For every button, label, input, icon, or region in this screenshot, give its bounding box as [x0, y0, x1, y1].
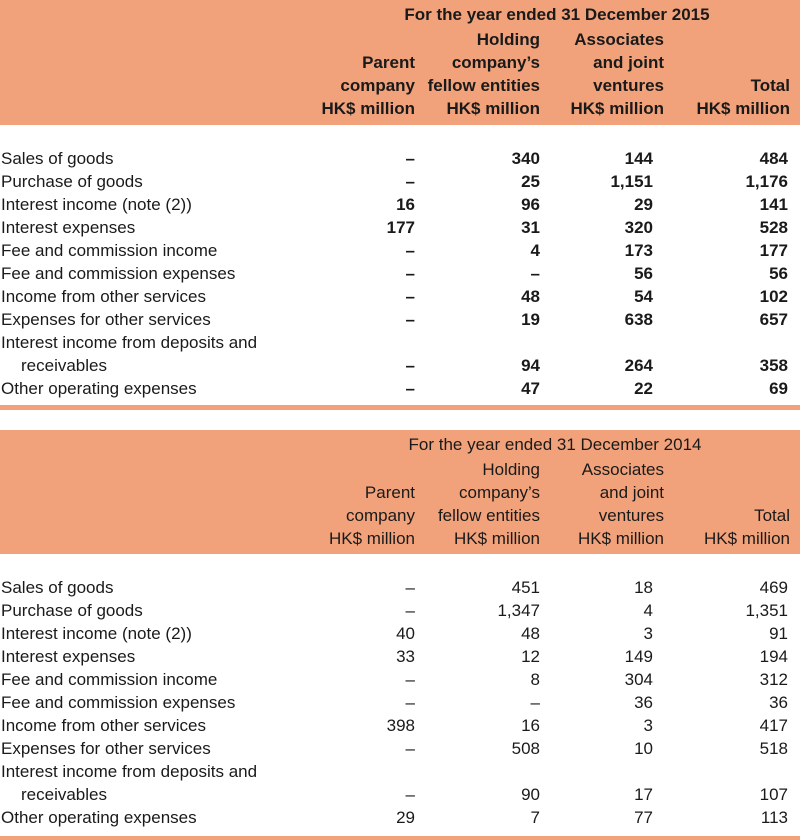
cell-value: 17 [634, 785, 653, 804]
row-label-text-cont: receivables [21, 785, 107, 804]
table-row [0, 147, 800, 170]
cell-value: – [405, 693, 415, 712]
cell-value: 3 [643, 624, 653, 643]
cell-value: 3 [643, 716, 653, 735]
row-label-text: Expenses for other services [1, 739, 211, 758]
cell-value: – [405, 739, 415, 758]
cell-value: – [405, 149, 415, 168]
table-row [0, 599, 800, 622]
row-label [1, 806, 197, 829]
table-row [0, 691, 800, 714]
cell-value: 1,347 [497, 601, 540, 620]
table-row [0, 622, 800, 645]
row-label-text: Interest expenses [1, 647, 136, 666]
cell-value: 469 [759, 578, 788, 597]
row-label [1, 147, 113, 170]
table-row [0, 668, 800, 691]
column-header-total: Total HK$ million [704, 506, 790, 548]
table-bottom-rule [0, 405, 800, 410]
cell-value: – [405, 670, 415, 689]
table-body [0, 125, 800, 400]
table-body [0, 554, 800, 829]
table-row [0, 262, 800, 285]
table-row [0, 308, 800, 331]
cell-value: 29 [396, 808, 415, 827]
row-label [1, 645, 135, 668]
column-header-parent: Parent company HK$ million [329, 483, 415, 548]
row-label-text-cont: receivables [21, 356, 107, 375]
cell-value: 340 [511, 149, 540, 168]
table-2015 [0, 0, 800, 400]
row-label [1, 760, 257, 806]
row-label [1, 170, 143, 193]
cell-value: 77 [634, 808, 653, 827]
cell-value: 417 [759, 716, 788, 735]
row-label [1, 622, 192, 645]
row-label [1, 216, 135, 239]
cell-value: 36 [634, 693, 653, 712]
cell-value: 173 [624, 241, 653, 260]
cell-value: – [530, 693, 540, 712]
cell-value: 25 [521, 172, 540, 191]
cell-value: 94 [521, 356, 540, 375]
table-row [0, 216, 800, 239]
row-label [1, 331, 257, 377]
row-label-text: Fee and commission income [1, 241, 218, 260]
cell-value: 54 [634, 287, 653, 306]
column-header-fellow: Holding company’s fellow entities HK$ million [427, 30, 540, 118]
cell-value: 33 [396, 647, 415, 666]
cell-value: 31 [521, 218, 540, 237]
row-label-text: Income from other services [1, 716, 207, 735]
cell-value: 1,151 [610, 172, 653, 191]
cell-value: 16 [521, 716, 540, 735]
cell-value: 47 [521, 379, 540, 398]
cell-value: 113 [760, 808, 788, 827]
cell-value: 4 [530, 241, 540, 260]
table-row [0, 331, 800, 377]
cell-value: 36 [769, 693, 788, 712]
cell-value: – [405, 785, 415, 804]
cell-value: – [405, 287, 415, 306]
cell-value: 69 [769, 379, 788, 398]
column-header-associates: Associates and joint ventures HK$ million [570, 30, 664, 118]
cell-value: 107 [759, 785, 788, 804]
table-row [0, 377, 800, 400]
row-label [1, 576, 113, 599]
row-label [1, 193, 192, 216]
row-label [1, 285, 206, 308]
table-2014 [0, 430, 800, 829]
cell-value: 177 [386, 218, 415, 237]
row-label-text: Purchase of goods [1, 601, 143, 620]
cell-value: – [405, 172, 415, 191]
table-header [0, 0, 800, 125]
cell-value: 398 [386, 716, 415, 735]
cell-value: 144 [624, 149, 653, 168]
row-label-text: Other operating expenses [1, 808, 197, 827]
cell-value: – [405, 356, 415, 375]
row-label-text: Fee and commission expenses [1, 693, 236, 712]
cell-value: – [405, 379, 415, 398]
cell-value: 56 [769, 264, 788, 283]
cell-value: 96 [521, 195, 540, 214]
row-label [1, 599, 143, 622]
cell-value: 16 [396, 195, 415, 214]
cell-value: 56 [634, 264, 653, 283]
cell-value: 508 [511, 739, 540, 758]
cell-value: 4 [643, 601, 653, 620]
cell-value: 358 [759, 356, 788, 375]
cell-value: 90 [521, 785, 540, 804]
cell-value: 518 [759, 739, 788, 758]
row-label-text: Fee and commission income [1, 670, 218, 689]
row-label-text: Interest income (note (2)) [1, 624, 192, 643]
row-label [1, 714, 206, 737]
cell-value: 320 [624, 218, 653, 237]
row-label [1, 308, 211, 331]
table-bottom-rule [0, 836, 800, 840]
cell-value: 29 [634, 195, 653, 214]
cell-value: 22 [634, 379, 653, 398]
cell-value: 7 [530, 808, 540, 827]
cell-value: 1,176 [745, 172, 788, 191]
table-row [0, 239, 800, 262]
row-label [1, 668, 217, 691]
row-label [1, 377, 197, 400]
cell-value: – [405, 241, 415, 260]
cell-value: 19 [521, 310, 540, 329]
row-label-text: Fee and commission expenses [1, 264, 236, 283]
row-label-text: Expenses for other services [1, 310, 211, 329]
table-row [0, 806, 800, 829]
column-header-total: Total HK$ million [696, 76, 790, 118]
cell-value: 177 [759, 241, 788, 260]
cell-value: 149 [624, 647, 653, 666]
cell-value: 141 [759, 195, 788, 214]
table-row [0, 737, 800, 760]
cell-value: 102 [759, 287, 788, 306]
cell-value: 18 [634, 578, 653, 597]
cell-value: 48 [521, 287, 540, 306]
cell-value: 10 [634, 739, 653, 758]
row-label-text: Interest income from deposits and [1, 762, 258, 781]
table-row [0, 714, 800, 737]
row-label [1, 737, 211, 760]
column-header-associates: Associates and joint ventures HK$ million [578, 460, 664, 548]
cell-value: 91 [769, 624, 788, 643]
row-label-text: Sales of goods [1, 578, 114, 597]
row-label-text: Interest income (note (2)) [1, 195, 192, 214]
cell-value: 48 [521, 624, 540, 643]
cell-value: 657 [759, 310, 788, 329]
table-row [0, 645, 800, 668]
cell-value: 12 [521, 647, 540, 666]
table-row [0, 576, 800, 599]
table-row [0, 760, 800, 806]
cell-value: 484 [759, 149, 788, 168]
row-label-text: Income from other services [1, 287, 207, 306]
cell-value: 312 [759, 670, 788, 689]
cell-value: 638 [624, 310, 653, 329]
period-title: For the year ended 31 December 2015 [404, 5, 710, 24]
table-row [0, 170, 800, 193]
cell-value: – [405, 264, 415, 283]
cell-value: 528 [759, 218, 788, 237]
period-title: For the year ended 31 December 2014 [408, 435, 702, 454]
row-label-text: Sales of goods [1, 149, 114, 168]
row-label [1, 239, 217, 262]
cell-value: – [405, 578, 415, 597]
cell-value: 451 [511, 578, 540, 597]
cell-value: 8 [530, 670, 540, 689]
column-header-fellow: Holding company’s fellow entities HK$ million [437, 460, 540, 548]
cell-value: – [530, 264, 540, 283]
row-label-text: Purchase of goods [1, 172, 143, 191]
table-row [0, 193, 800, 216]
row-label [1, 691, 235, 714]
cell-value: 194 [759, 647, 788, 666]
row-label-text: Interest expenses [1, 218, 136, 237]
row-label-text: Interest income from deposits and [1, 333, 258, 352]
table-row [0, 285, 800, 308]
row-label [1, 262, 235, 285]
row-label-text: Other operating expenses [1, 379, 197, 398]
cell-value: 40 [396, 624, 415, 643]
cell-value: 304 [624, 670, 653, 689]
table-header [0, 430, 800, 554]
cell-value: 1,351 [745, 601, 788, 620]
cell-value: – [405, 310, 415, 329]
cell-value: 264 [624, 356, 653, 375]
cell-value: – [405, 601, 415, 620]
column-header-parent: Parent company HK$ million [321, 53, 415, 118]
